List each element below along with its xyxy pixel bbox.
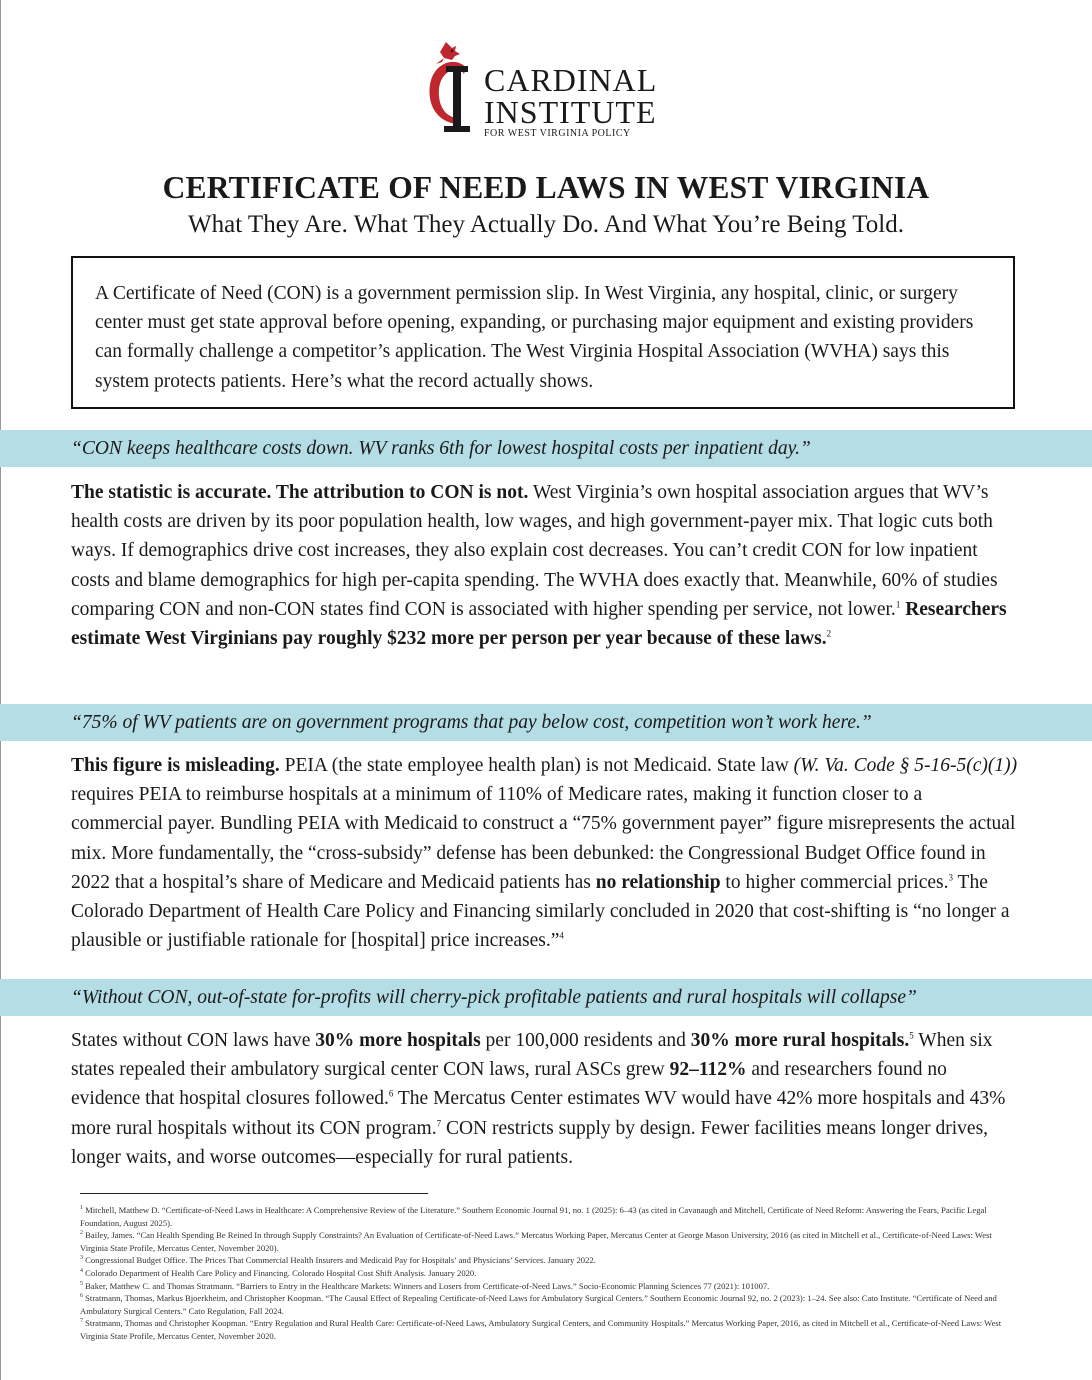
footnote-ref-5: 5: [909, 1030, 914, 1041]
intro-text: A Certificate of Need (CON) is a government permission slip. In West Virginia, any hospital, clinic, or surgery center must get state approval before opening, expanding, or purchasing major equipment and existing providers can formally challenge a competitor’s application. The West Virginia Hospital Association (WVHA) says this system protects patients. Here’s what the record actually shows.: [95, 283, 974, 392]
claim-band-2: [0, 704, 1092, 741]
section-2-paragraph: [71, 751, 1019, 955]
page-title: CERTIFICATE OF NEED LAWS IN WEST VIRGINIA: [162, 170, 930, 205]
intro-box: [71, 256, 1015, 409]
footnote-6: $^6$ Stratmann, Thomas, Markus Bjoerkheim, and Christopher Koopman. “The Causal Effect of Repealing Certificate-of-Need Laws for Ambulatory Surgical Centers.” Southern Economic Journal 92, no. 2 (2023): 1–24. See also: Cato Institute. “Certificate of Need and Ambulatory Surgical Centers.” Cato Regulation, Fall 2024.: [80, 1293, 997, 1316]
footnote-3: $^3$ Congressional Budget Office. The Prices That Commercial Health Insurers and Medicaid Pay for Hospitals’ and Physicians’ Services. January 2022.: [80, 1255, 596, 1266]
section-3-paragraph: [71, 1026, 1019, 1172]
cardinal-bird-icon: [422, 38, 482, 138]
section-2-emphasis: no relationship: [595, 871, 721, 893]
section-2-text-b: requires PEIA to reimburse hospitals at a minimum of 110% of Medicare rates, making it function closer to a commercial payer. Bundling PEIA with Medicaid to construct a “75% government payer” figure misrepresents the actual mix. More fundamentally, the “cross-subsidy” defense has been debunked: the Congressional Budget Office found in 2022 that a hospital’s share of Medicare and Medicaid patients has: [71, 784, 1016, 893]
cardinal-institute-logo: [422, 38, 672, 142]
footnote-ref-1: 1: [895, 599, 901, 610]
claim-text-3: “Without CON, out-of-state for-profits will cherry-pick profitable patients and rural hospitals will collapse”: [71, 987, 917, 1008]
section-1-text: West Virginia’s own hospital association argues that WV’s health costs are driven by its poor population health, low wages, and high government-payer mix. That logic cuts both ways. If demographics drive cost increases, they also explain cost decreases. You can’t credit CON for low inpatient costs and blame demographics for high per-capita spending. The WVHA does exactly that. Meanwhile, 60% of studies comparing CON and non-CON states find CON is associated with higher spending per service, not lower.: [71, 482, 998, 620]
section-2-text-c: to higher commercial prices.: [720, 871, 949, 893]
section-1-lead: The statistic is accurate. The attribution to CON is not.: [71, 482, 529, 503]
logo-text-cardinal: CARDINAL: [484, 62, 658, 98]
claim-text-1: “CON keeps healthcare costs down. WV ranks 6th for lowest hospital costs per inpatient day.”: [71, 438, 811, 459]
page-edge-rule: [0, 0, 1, 1380]
section-1-conclusion: Researchers estimate West Virginians pay roughly $232 more per person per year because of these laws.: [71, 598, 1007, 650]
section-2-body: [71, 751, 1019, 955]
section-3-stat-asc: 92–112%: [669, 1059, 747, 1081]
section-3-text-d: and researchers found no evidence that hospital closures followed.: [71, 1059, 947, 1110]
logo-text-tagline: FOR WEST VIRGINIA POLICY: [484, 128, 631, 139]
footnote-4: $^4$ Colorado Department of Health Care Policy and Financing. Colorado Hospital Cost Shift Analysis. January 2020.: [80, 1267, 477, 1278]
section-2-text-a: PEIA (the state employee health plan) is not Medicaid. State law: [279, 755, 794, 776]
section-3-text-c: When six states repealed their ambulatory surgical center CON laws, rural ASCs grew: [71, 1030, 993, 1081]
section-1-paragraph: [71, 478, 1019, 653]
footnote-2: $^2$ Bailey, James. “Can Health Spending Be Reined In through Supply Constraints? An Evaluation of Certificate-of-Need Laws.” Mercatus Working Paper, Mercatus Center at George Mason University, 2016 (as cited in Mitchell et al., Certificate-of-Need Laws: West Virginia State Profile, Mercatus Center, November 2020).: [80, 1230, 992, 1253]
footnote-ref-4: 4: [559, 930, 564, 941]
section-3-stat-hospitals: 30% more hospitals: [315, 1030, 481, 1051]
claim-band-1: [0, 430, 1092, 467]
footnote-1: $^1$ Mitchell, Matthew D. “Certificate-of-Need Laws in Healthcare: A Comprehensive Review of the Literature.” Southern Economic Journal 91, no. 1 (2025): 6–43 (as cited in Cavanaugh and Mitchell, Certificate of Need Reform: Answering the Fears, Pacific Legal Foundation, August 2025).: [80, 1205, 987, 1228]
claim-text-2: “75% of WV patients are on government programs that pay below cost, competition won’t work here.”: [71, 712, 872, 733]
page-subtitle: What They Are. What They Actually Do. And What You’re Being Told.: [188, 211, 904, 238]
logo-text-institute: INSTITUTE: [484, 94, 657, 130]
footnote-5: $^5$ Baker, Matthew C. and Thomas Stratmann. “Barriers to Entry in the Healthcare Markets: Winners and Losers from Certificate-of-Need Laws.” Socio-Economic Planning Sciences 77 (2021): 101007.: [80, 1280, 770, 1291]
section-3-text-a: States without CON laws have: [71, 1030, 316, 1051]
footnotes: [80, 1204, 1020, 1343]
section-3-text-e: The Mercatus Center estimates WV would have 42% more hospitals and 43% more rural hospitals without its CON program.: [71, 1088, 1006, 1139]
section-1-body: [71, 478, 1019, 653]
section-2-text-d: The Colorado Department of Health Care Policy and Financing similarly concluded in 2020 that cost-shifting is “no longer a plausible or justifiable rationale for [hospital] price increases.”: [71, 871, 1010, 952]
section-3-stat-rural: 30% more rural hospitals.: [690, 1030, 910, 1051]
footnote-ref-7: 7: [436, 1118, 442, 1129]
section-2-lead: This figure is misleading.: [71, 755, 280, 776]
footnote-7: $^7$ Stratmann, Thomas and Christopher Koopman. “Entry Regulation and Rural Health Care: Certificate-of-Need Laws, Ambulatory Surgical Centers, and Community Hospitals.” Mercatus Working Paper, 2016, as cited in Mitchell et al., Certificate-of-Need Laws: West Virginia State Profile, Mercatus Center, November 2020.: [80, 1318, 1002, 1341]
footnote-ref-6: 6: [388, 1088, 394, 1099]
footnote-ref-3: 3: [948, 872, 954, 883]
claim-band-3: [0, 979, 1092, 1016]
footnote-ref-2: 2: [826, 628, 832, 639]
section-3-text-b: per 100,000 residents and: [480, 1030, 691, 1051]
section-3-text-f: CON restricts supply by design. Fewer facilities means longer drives, longer waits, and worse outcomes—especially for rural patients.: [71, 1117, 989, 1168]
footnote-divider: [80, 1193, 428, 1194]
section-2-code-citation: (W. Va. Code § 5-16-5(c)(1)): [793, 755, 1018, 776]
section-3-body: [71, 1026, 1019, 1172]
